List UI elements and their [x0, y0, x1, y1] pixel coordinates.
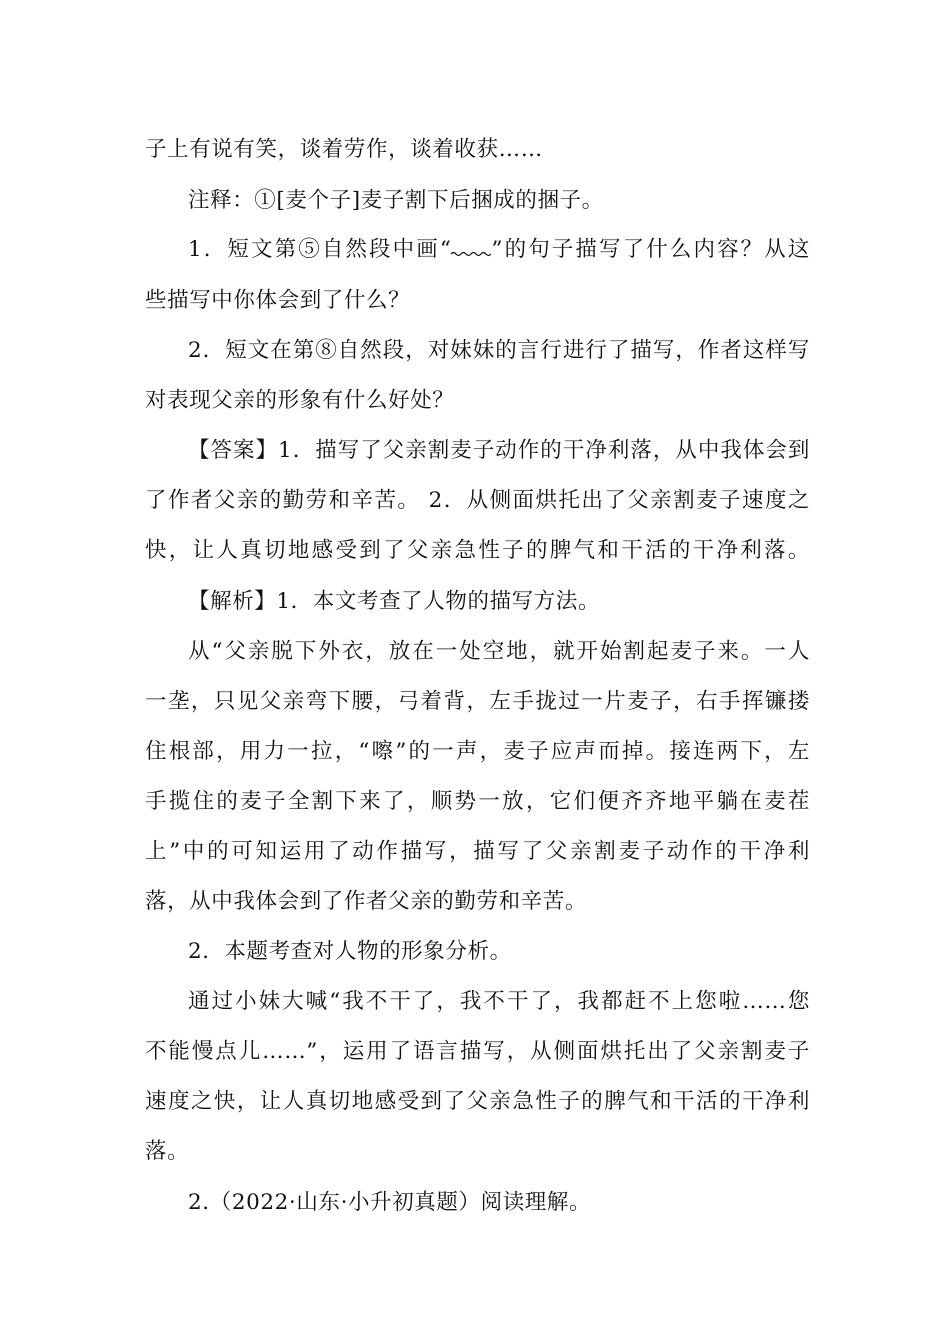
analysis-line-6: 上”中的可知运用了动作描写，描写了父亲割麦子动作的干净利	[145, 839, 810, 864]
analysis-2-line-3: 不能慢点儿……”，运用了语言描写，从侧面烘托出了父亲割麦子	[145, 1039, 810, 1064]
analysis-line: 【解析】1．本文考查了人物的描写方法。	[188, 589, 601, 614]
question-1-line-2: 些描写中你体会到了什么？	[145, 288, 411, 313]
analysis-line-2: 从“父亲脱下外衣，放在一处空地，就开始割起麦子来。一人	[188, 639, 810, 664]
question-2-line-2: 对表现父亲的形象有什么好处？	[145, 388, 455, 413]
next-question-heading: 2.（2022·山东·小升初真题）阅读理解。	[188, 1190, 592, 1215]
wavy-underline-mark	[451, 238, 491, 258]
analysis-2-line-5: 落。	[145, 1139, 190, 1164]
analysis-2-line-2: 通过小妹大喊“我不干了，我不干了，我都赶不上您啦……您	[188, 989, 810, 1014]
analysis-line-5: 手揽住的麦子全割下来了，顺势一放，它们便齐齐地平躺在麦茬	[145, 789, 810, 814]
analysis-line-3: 一垄，只见父亲弯下腰，弓着背，左手拢过一片麦子，右手挥镰搂	[145, 689, 810, 714]
text-line: 子上有说有笑，谈着劳作，谈着收获……	[145, 137, 543, 162]
analysis-line-4: 住根部，用力一拉，“嚓”的一声，麦子应声而掉。接连两下，左	[145, 739, 810, 764]
question-1-line	[188, 233, 810, 267]
answer-line: 【答案】1．描写了父亲割麦子动作的干净利落，从中我体会到	[188, 438, 810, 463]
question-2-line: 2．短文在第⑧自然段，对妹妹的言行进行了描写，作者这样写	[188, 338, 810, 363]
analysis-2-line-4: 速度之快，让人真切地感受到了父亲急性子的脾气和干活的干净利	[145, 1089, 810, 1114]
question-1-text-b: ”的句子描写了什么内容？从这	[491, 237, 810, 262]
analysis-line-7: 落，从中我体会到了作者父亲的勤劳和辛苦。	[145, 889, 588, 914]
annotation-line: 注释：①[麦个子]麦子割下后捆成的捆子。	[188, 188, 604, 213]
analysis-2-line: 2．本题考查对人物的形象分析。	[188, 939, 512, 964]
answer-line-2: 了作者父亲的勤劳和辛苦。 2．从侧面烘托出了父亲割麦子速度之	[145, 488, 810, 513]
answer-line-3: 快，让人真切地感受到了父亲急性子的脾气和干活的干净利落。	[145, 538, 810, 563]
question-1-text-a: 1．短文第⑤自然段中画“	[188, 237, 452, 262]
